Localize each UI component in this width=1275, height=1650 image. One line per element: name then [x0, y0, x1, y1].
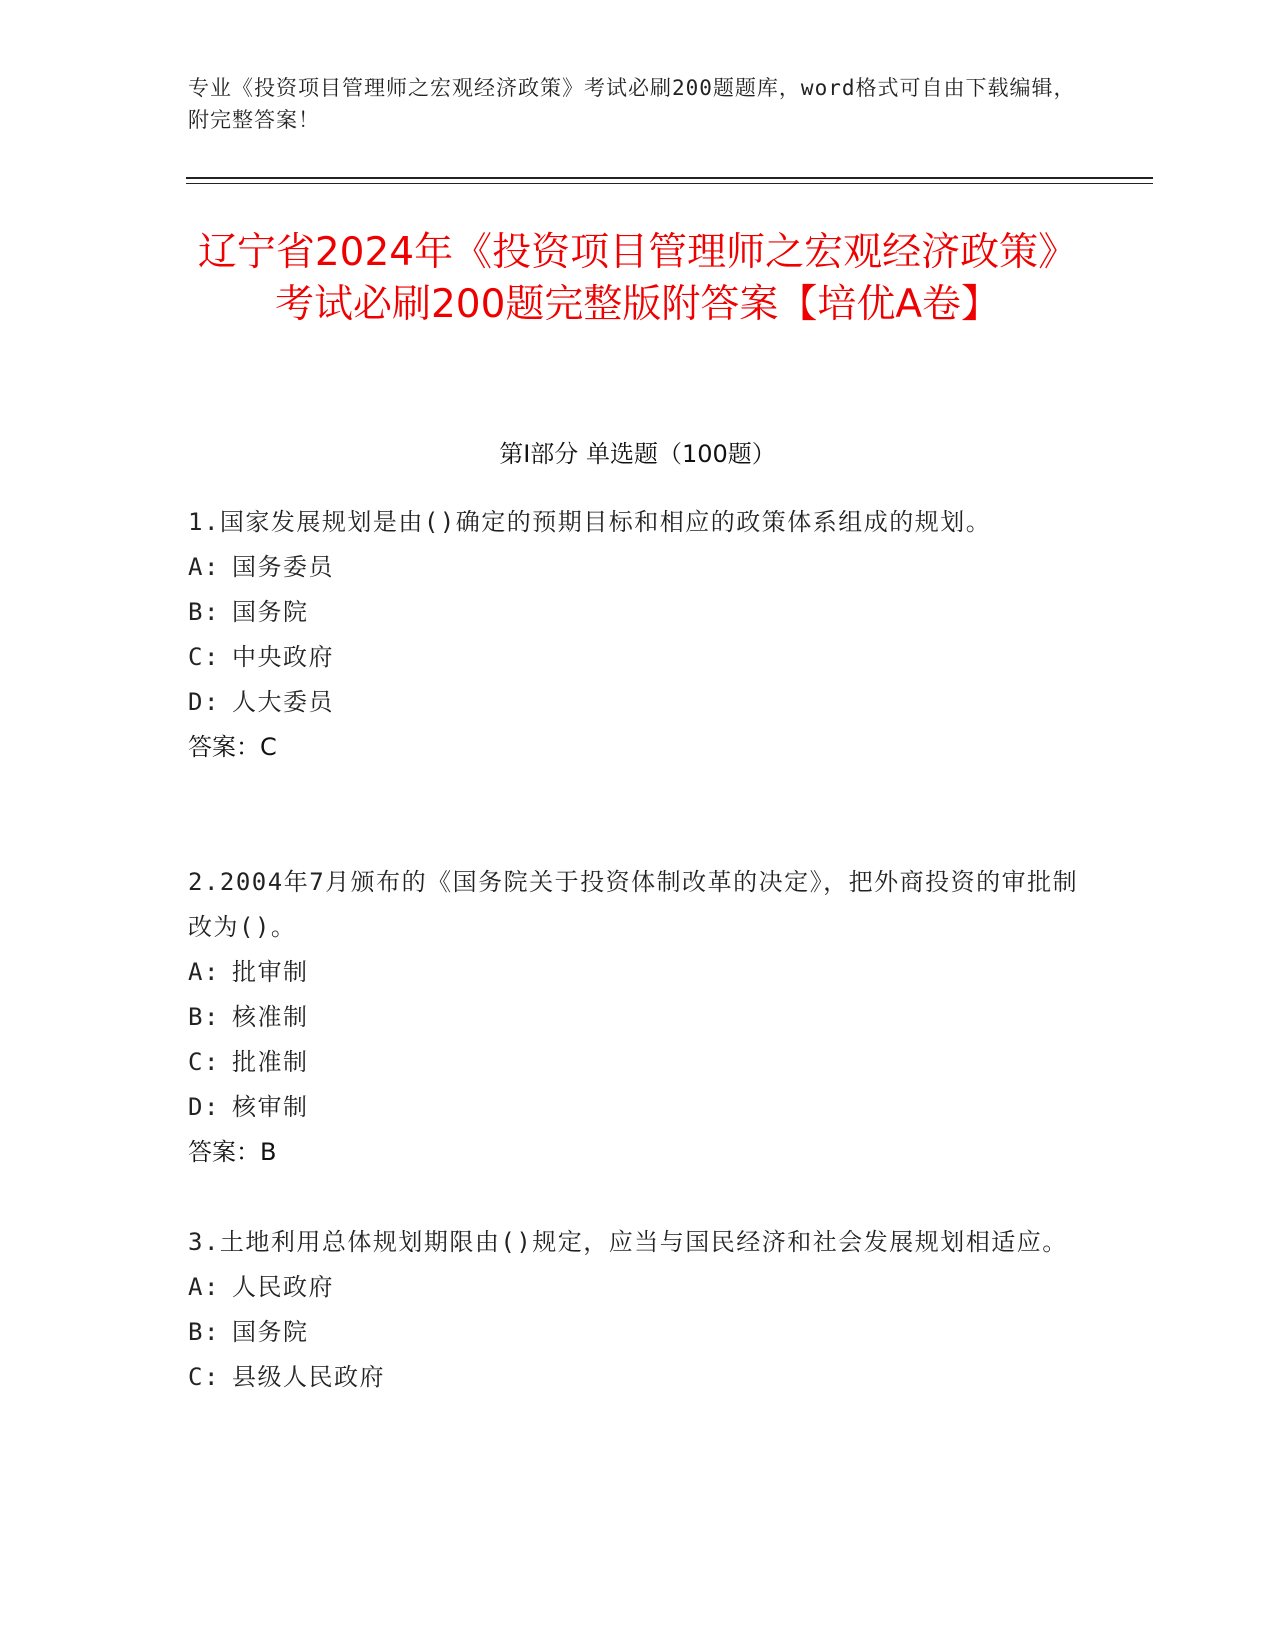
- option-c: [188, 635, 1088, 680]
- option-text: 核审制: [232, 1093, 309, 1121]
- header-divider-thick: [186, 177, 1153, 179]
- option-a: [188, 1265, 1088, 1310]
- option-label: A:: [188, 1273, 220, 1301]
- option-label: A:: [188, 553, 220, 581]
- question-2: [188, 860, 1088, 1175]
- option-text: 国务委员: [232, 553, 334, 581]
- option-a: [188, 545, 1088, 590]
- question-stem: 1.国家发展规划是由()确定的预期目标和相应的政策体系组成的规划。: [188, 508, 992, 536]
- answer-line: 答案：B: [188, 1138, 277, 1166]
- document-title: 辽宁省2024年《投资项目管理师之宏观经济政策》考试必刷200题完整版附答案【培优A卷】: [197, 230, 1078, 327]
- option-label: B:: [188, 1318, 220, 1346]
- option-text: 人民政府: [232, 1273, 334, 1301]
- option-b: [188, 590, 1088, 635]
- header-divider-thin: [186, 183, 1153, 184]
- option-text: 批审制: [232, 958, 309, 986]
- option-a: [188, 950, 1088, 995]
- option-b: [188, 1310, 1088, 1355]
- answer-line: 答案：C: [188, 733, 277, 761]
- option-text: 县级人民政府: [232, 1363, 385, 1391]
- option-d: [188, 680, 1088, 725]
- option-label: C:: [188, 643, 220, 671]
- option-text: 核准制: [232, 1003, 309, 1031]
- option-label: D:: [188, 688, 220, 716]
- option-text: 人大委员: [232, 688, 334, 716]
- header-note: 专业《投资项目管理师之宏观经济政策》考试必刷200题题库，word格式可自由下载编辑，附完整答案！: [188, 76, 1076, 132]
- question-1: [188, 500, 1088, 770]
- option-text: 批准制: [232, 1048, 309, 1076]
- question-stem: 2.2004年7月颁布的《国务院关于投资体制改革的决定》，把外商投资的审批制改为()。: [188, 868, 1079, 941]
- section-heading: 第I部分 单选题（100题）: [499, 440, 776, 468]
- option-c: [188, 1355, 1088, 1400]
- option-label: B:: [188, 1003, 220, 1031]
- question-stem: 3.土地利用总体规划期限由()规定，应当与国民经济和社会发展规划相适应。: [188, 1228, 1068, 1256]
- option-text: 国务院: [232, 1318, 309, 1346]
- option-label: B:: [188, 598, 220, 626]
- question-3: [188, 1220, 1088, 1400]
- option-d: [188, 1085, 1088, 1130]
- option-label: D:: [188, 1093, 220, 1121]
- option-label: C:: [188, 1363, 220, 1391]
- option-c: [188, 1040, 1088, 1085]
- option-text: 国务院: [232, 598, 309, 626]
- option-b: [188, 995, 1088, 1040]
- option-label: C:: [188, 1048, 220, 1076]
- option-text: 中央政府: [232, 643, 334, 671]
- option-label: A:: [188, 958, 220, 986]
